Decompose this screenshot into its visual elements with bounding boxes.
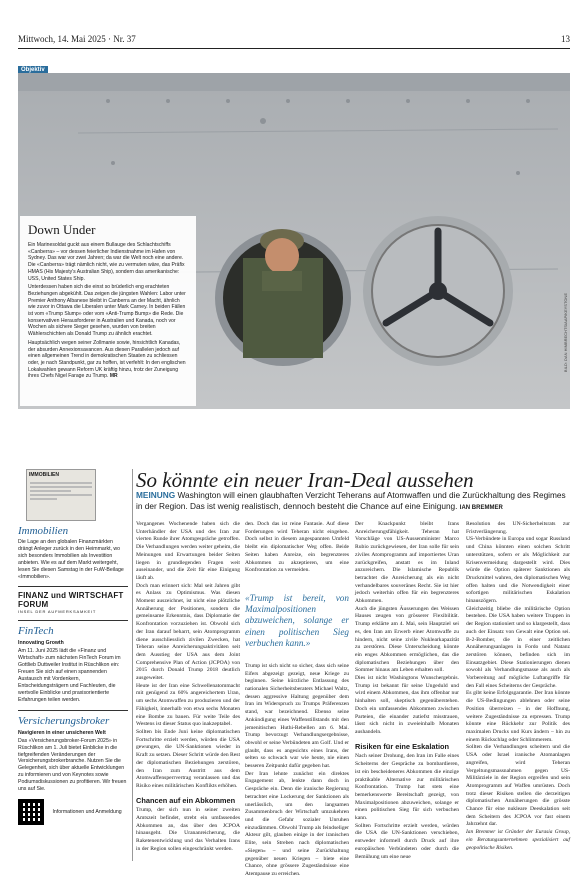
versicherungsbroker-text: Das «Versicherungsbroker-Forum 2025» in Rüschlikon am 1. Juli bietet Einblicke in die tiefgreifenden Veränderungen der Versicherungsbrokerbranche. Nutzen Sie die Gelegenheit, sich über aktuelle Entwicklungen zu informieren und von Keynotes sowie Podiumsdiskussionen zu profitieren. Wir freuen uns auf Sie. (18, 737, 127, 793)
subheading-risiken: Risiken für eine Eskalation (355, 741, 450, 751)
immobilien-thumbnail[interactable]: IMMOBILIEN (26, 469, 96, 521)
forum-logo: FINANZ und WIRTSCHAFT FORUM INSEL DER AUFMERKSAMKEIT (18, 591, 124, 615)
qr-label[interactable]: Informationen und Anmeldung (52, 808, 122, 815)
date-issue: Mittwoch, 14. Mai 2025 · Nr. 37 (18, 34, 136, 44)
article-column-3: Der Knackpunkt bleibt Irans Anreicherungsfähigkeit. Teheran hat Vorschläge von US-Aussenminister Marco Rubio zurückgewiesen, der Iran solle für sein ziviles Atomprogramm auf importiertes Uran zurückgreifen, anstatt es im Inland anzureichern. Die Islamische Republik betrachtet die Anreicherung als ein nicht verhandelbares souveränes Recht. Sie ist hier jedoch weiterhin offen für ein begrenzteres Abkommen. Auch die jüngsten Äusserungen des Weissen Hauses zeugen von grösserer Flexibilität. Trump erklärte am 4. Mai, sein Hauptziel sei es, den Iran am Erwerb einer Atomwaffe zu hindern, nicht seine zivile Nuklearkapazität zu zerstören. Diese Unterscheidung könnte ein enges Abkommen ermöglichen, das die diplomatischen Beziehungen über den Sommer hinaus am Leben erhalten soll. Dies ist nicht Washingtons Wunschergebnis. Trump ist bekannt für seine Ungeduld und wird einem Abkommen, das ihm offenbar nur hinhalten soll, skeptisch gegenüberstehen. Doch ein umfassendes Abkommen zwischen Parteien, die einander zutiefst misstrauen, lässt sich nicht in zweieinhalb Monaten aushandeln. Risiken für eine Eskalation Nach seiner Drohung, den Iran im Falle eines Scheiterns der Gespräche zu bombardieren, ist ein bescheideneres Abkommen die einzige praktikable Alternative zur militärischen Konfrontation. Trump hat stets eine bemerkenswerte Bereitschaft gezeigt, von Maximalpositionen abzuweichen, solange er einen politischen Sieg für sich verbuchen kann. Sollten Fortschritte erzielt werden, würden die USA die UN-Sanktionen verschieben, entweder informell durch Druck auf ihre europäischen Verbündeten oder durch die Bemühung um eine neue (355, 521, 459, 860)
qr-code[interactable] (18, 799, 44, 825)
versicherungsbroker-subheading: Navigieren in einer unsicheren Welt (18, 729, 106, 736)
fintech-subheading: Innovating Growth (18, 640, 64, 647)
caption-title: Down Under (28, 222, 96, 237)
page-header (18, 34, 570, 49)
article-lead: MEINUNG Washington will einen glaubhaften Verzicht Teherans auf Atomwaffen und die Zurückhaltung des Regimes in der Region. Das ist wenig realistisch, dennoch besteht die Chance auf eine Einigung. IAN BREMMER (136, 490, 566, 511)
article-column-4: Resolution des UN-Sicherheitsrats zur Fristverlängerung. US-Verbündete in Europa und sogar Russland und China könnten einen solchen Schritt unterstützen, sofern er als Möglichkeit zur Krisenvermeidung dargestellt wird. Dies würde die Option späterer Sanktionen als Druckmittel wahren, den diplomatischen Weg offen halten und die Notwendigkeit einer sofortigen militärischen Eskalation hinauszögern. Gleichzeitig bliebe die militärische Option bestehen. Die USA haben weitere Truppen in der Region stationiert und so klargestellt, dass auch der Einsatz von Gewalt eine Option sei. B-2-Bomber, die in einer zeitlichen Annäherungsanlagen in Fordo und Natanz zerstören können, befinden sich im Einsatzgebiet. Diese Stationierungen dienen sowohl als Verhandlungsmasse als auch als Vorbereitung auf mögliche Luftangriffe für den Fall eines Scheiterns der Gespräche. Es gibt keine Erfolgsgarantie. Der Iran könnte die US-Bedingungen ablehnen oder seine Position überreizen – in der Hoffnung, weitere Zugeständnisse zu erpressen. Trump könnte eine Rückkehr zur Politik des maximalen Drucks und Kurs ändern – hin zu einem Rückschlag oder Schlimmerem. Sollten die Verhandlungen scheitern und die USA oder Israel iranische Atomanlagen angreifen, wird Teheran Vergeltungsmassnahmen gegen US-Militärziele in der Region ergreifen und sein Atomprogramm auf Waffen umrüsten. Doch trotz dieser Risiken stellen die derzeitigen diplomatischen Annäherungen die grösste Chance für eine nukleare Deeskalation seit dem Scheitern des JCPOA vor fast einem Jahrzehnt dar. Ian Bremmer ist Gründer der Eurasia Group, ein Beratungsunternehmen spezialisiert auf geopolitische Risiken. (466, 521, 570, 851)
article-headline: So könnte ein neuer Iran-Deal aussehen (136, 468, 474, 492)
author-note: Ian Bremmer ist Gründer der Eurasia Group, ein Beratungsunternehmen spezialisiert auf geopolitische Risiken. (466, 829, 570, 851)
caption-author: MR (109, 373, 118, 380)
photo-credit: BILD: DAN HIMBRECHTS/AAP/KEYSTONE (563, 293, 568, 373)
section-tag: Objektiv (18, 66, 48, 74)
pull-quote: «Trump ist bereit, von Maximalpositionen abzuweichen, solange er einen politischen Sieg verbuchen kann.» (245, 592, 349, 648)
subheading-chancen: Chancen auf ein Abkommen (136, 795, 236, 805)
fintech-heading[interactable]: FinTech (18, 625, 54, 638)
caption-paragraph: Unterdessen haben sich die einst so brüderlich eng erachteten Beziehungen abgekühlt. Das zeigen die jüngsten Wahlen: Labor unter Premier Anthony Albanese bleibt in Canberra an der Macht, ähnlich wie zuvor in Ottawa die Liberalen unter Mark Carney. In beiden Fällen ist vom «Trump Slump» oder vom «Anti-Trump Bump» die Rede. Die konservativen Herausforderer in Australien und Kanada, noch vor Wochen als sichere Sieger gesehen, wurden von breiten Wählerschichten als Donald Trump zu ähnlich erachtet. (28, 284, 186, 338)
fintech-text: Am 11. Juni 2025 lädt die «Finanz und Wirtschaft» zum nächsten FinTech Forum im Gottlieb Duttweiler Institut in Rüschlikon ein: Freuen Sie sich auf einen spannenden Austausch mit Vordenkern, Entscheidungsträgern und Fachleuten, die wertvolle Einblicke und praxisorientierte Erfahrungen teilen werden. (18, 648, 121, 703)
lead-keyword: MEINUNG (136, 490, 176, 500)
photo-caption (20, 216, 196, 406)
sidebar (18, 469, 128, 825)
versicherungsbroker-heading[interactable]: Versicherungsbroker (18, 714, 110, 727)
lead-author: IAN BREMMER (459, 505, 503, 511)
column-divider (132, 469, 133, 861)
immobilien-heading[interactable]: Immobilien (18, 525, 69, 537)
immobilien-text: Die Lage an den globalen Finanzmärkten drängt Anleger zurück in den Heimmarkt, wo sich besonders Immobilien als Investition anbieten. Wie es auf dem Markt weitergeht, lesen Sie diesen Samstag in der FuW-Beilage «Immobilien». (18, 539, 124, 580)
caption-paragraph: Hauptsächlich wegen seiner Zollmanie sowie, hinsichtlich Kanadas, der absurden Annexionsavancen. Aus diesen Parallelen jedoch auf einen allgemeinen Trend in demokratischen Staaten zu schliessen oder, je nach Standpunkt, gar zu hoffen, ist verfehlt: In den englischen Lokalwahlen gewann Reform UK kräftig hinzu, trotz der Zuneigung ihres Chefs Nigel Farage zu Trump. MR (28, 339, 186, 380)
article-column-2: den. Doch das ist reine Fantasie. Auf diese Forderungen wird Teheran nicht eingehen. Doch selbst in diesem angespannten Umfeld bleibt ein diplomatischer Weg offen. Beide Seiten haben Anreize, ein begrenzteres Abkommen zu akzeptieren, um eine Konfrontation zu vermeiden. «Trump ist bereit, von Maximalpositionen abzuweichen, solange er einen politischen Sieg verbuchen kann.» Trump ist sich nicht so sicher, dass sich seine Eifers abgezeigt gezeigt, neue Kriege zu beginnen. Seine kürzliche Entlassung des nationalen Sicherheitsberaters Michael Waltz, dessen aggressive Haltung gegenüber dem Iran im Widerspruch zu Trumps Präferenzen stand, war bezeichnend. Ebenso seine Ankündigung eines Waffenstillstands mit den jemenitischen Huthi-Rebellen am 6. Mai. Trump bevorzugt Verhandlungsergebnisse, obwohl er seine Verbündeten am Golf. Und er glaubt, dass es angesichts eines Irans, der selten so schwach war wie heute, nie einen besseren Zeitpunkt dafür gegeben hat. Der Iran lehnte zunächst ein direktes Engagement ab, lenkte dann doch in Gespräche ein. Denn die iranische Regierung betrachtet eine Lockerung der Sanktionen als unerlässlich, um den langsamen Zusammenbruch der Wirtschaft umzukehren und die Gefahr sozialer Unruhen einzudämmen. Obwohl Trump als feindseliger Akteur gilt, glauben einige in der iranischen Elite, sein Streben nach diplomatischen «Siegen» – und seine Zurückhaltung gegenüber neuen Kriegen – biete eine Chance, ohne grössere Zugeständnisse eine Atempause zu erreichen. (245, 521, 349, 877)
caption-paragraph: Ein Marinesoldat guckt aus einem Bullauge des Schlachtschiffs «Canberra» – vor dessen feierlicher Indienstnahme im Hafen von Sydney. Das war vor zwei Jahren; da war die Welt noch eine andere. Die «Canberra» trägt nämlich nicht, wie zu vermuten wäre, das Präfix HMAS (His Majesty's Australian Ship), sondern das amerikanische: USS, United States Ship. (28, 242, 185, 282)
article-column-1: Vergangenes Wochenende haben sich die Unterhändler der USA und des Iran zur vierten Runde ihrer Atomgespräche getroffen. Die Verhandlungen werden weiter geheim, die Meinungen und Erwartungen beider Seiten liegen in grundlegenden Fragen weit auseinander, und die Zeit für eine Einigung läuft ab. Doch man erinnert sich: Mal seit Jahren gibt es Anlass zu Optimismus. Was diesen Moment auszeichnet, ist nicht eine plötzliche Annäherung der Positionen, sondern die gemeinsame Erkenntnis, dass Diplomatie der Konfrontation vorzuziehen ist. Obwohl sich der Iran darauf beharrt, sein Atomprogramm diene ausschliesslich zivilen Zwecken, hat Teheran seine Anreicherungsaktivitäten seit dem Ausstieg der USA aus dem Joint Comprehensive Plan of Action (JCPOA) von 2015 durch Donald Trump 2018 deutlich ausgeweitet. Heute ist der Iran eine Schwellenatommacht mit genügend zu 60% angereichertem Uran, um sechs Atomwaffen zu produzieren und der Fähigkeit, innerhalb von etwa sechs Monaten eine Bombe zu bauen. Für weite Teile des Westens ist dieser Status quo inakzeptabel. Sollten bis Ende Juni keine diplomatischen Fortschritte erzielt werden, würden die USA gewungen, die UN-Sanktionen wieder in Kraft zu setzen. Dieser Schritt würde den Rest der diplomatischen Beziehungen zerstören, den Iran zum Austritt aus dem Atomwaffensperrvertrag veranlassen und das Risiko eines militärischen Konflikts erhöhen. Chancen auf ein Abkommen Trump, der sich nun in seiner zweiten Amtszeit befindet, strebt ein umfassendes Abkommen an, das über den JCPOA hinausgeht. Die Urananreicherung, die Raketenentwicklung und das Verhalten Irans in der Region sollen eingeschränkt werden. (136, 521, 240, 852)
page-number: 13 (561, 34, 570, 44)
